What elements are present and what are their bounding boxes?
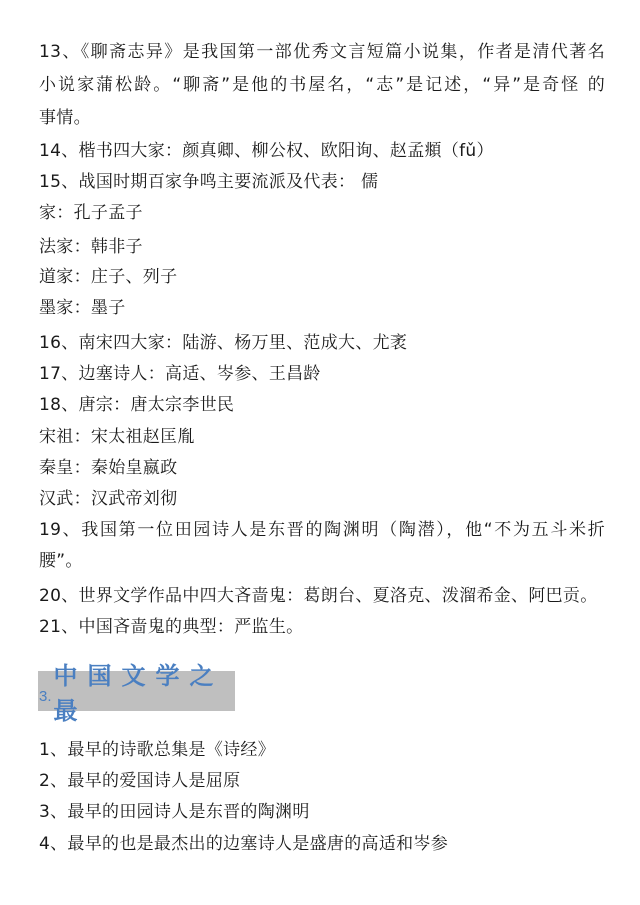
item-19-line-2: 腰”。 bbox=[39, 551, 83, 571]
item-15-mohist: 墨家：墨子 bbox=[39, 298, 126, 318]
record-1: 1、最早的诗歌总集是《诗经》 bbox=[39, 740, 276, 760]
item-15: 15、战国时期百家争鸣主要流派及代表： 儒 bbox=[39, 172, 379, 192]
item-21: 21、中国吝啬鬼的典型：严监生。 bbox=[39, 617, 304, 637]
record-3: 3、最早的田园诗人是东晋的陶渊明 bbox=[39, 802, 310, 822]
item-18-song: 宋祖：宋太祖赵匡胤 bbox=[39, 427, 195, 447]
item-18-qin: 秦皇：秦始皇嬴政 bbox=[39, 458, 178, 478]
item-13-line-2: 小说家蒲松龄。“聊斋”是他的书屋名，“志”是记述，“异”是奇怪 的 bbox=[39, 75, 605, 95]
item-15-legalist: 法家：韩非子 bbox=[39, 237, 143, 257]
item-17: 17、边塞诗人：高适、岑参、王昌龄 bbox=[39, 364, 321, 384]
section-number: 3. bbox=[39, 687, 52, 705]
item-18: 18、唐宗：唐太宗李世民 bbox=[39, 395, 235, 415]
item-13-line-1: 13、《聊斋志异》是我国第一部优秀文言短篇小说集，作者是清代著名 bbox=[39, 42, 605, 62]
item-20: 20、世界文学作品中四大吝啬鬼：葛朗台、夏洛克、泼溜希金、阿巴贡。 bbox=[39, 586, 598, 606]
item-16: 16、南宋四大家：陆游、杨万里、范成大、尤袤 bbox=[39, 333, 408, 353]
item-14: 14、楷书四大家：颜真卿、柳公权、欧阳询、赵孟頫（fǔ） bbox=[39, 141, 494, 161]
item-13-line-3: 事情。 bbox=[39, 108, 91, 128]
item-15-taoist: 道家：庄子、列子 bbox=[39, 267, 178, 287]
section-title: 中国文学之最 bbox=[53, 662, 224, 725]
item-19-line-1: 19、我国第一位田园诗人是东晋的陶渊明（陶潜），他“不为五斗米折 bbox=[39, 520, 605, 540]
item-18-han: 汉武：汉武帝刘彻 bbox=[39, 489, 178, 509]
record-4: 4、最早的也是最杰出的边塞诗人是盛唐的高适和岑参 bbox=[39, 834, 449, 854]
record-2: 2、最早的爱国诗人是屈原 bbox=[39, 771, 241, 791]
section-heading bbox=[38, 662, 235, 725]
item-15-confucian: 家：孔子孟子 bbox=[39, 203, 143, 223]
